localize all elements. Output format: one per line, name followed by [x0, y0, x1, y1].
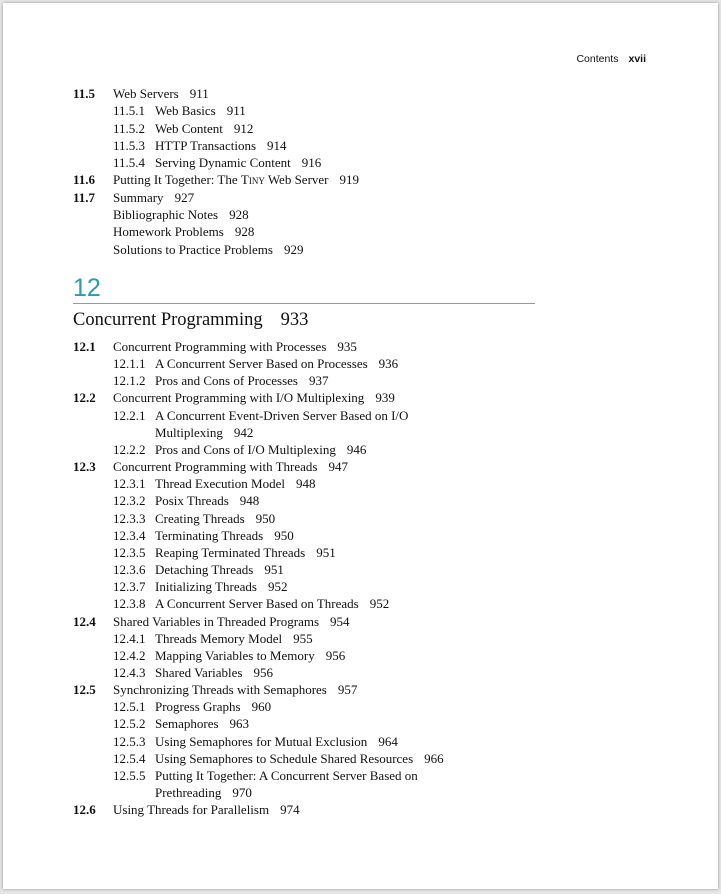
toc-entry-sub — [73, 137, 359, 154]
toc-entry-sec — [73, 85, 359, 102]
subsection-number: 11.5.1 — [113, 103, 146, 119]
subsection-number: 11.5.2 — [113, 120, 146, 136]
page-ref: 928 — [229, 207, 249, 223]
section-number: 11.7 — [73, 189, 96, 205]
subsection-title: Putting It Together: A Concurrent Server Based on — [155, 767, 418, 783]
section-title-text: Using Threads for Parallelism — [113, 802, 270, 818]
subsection-title: Detaching Threads — [155, 562, 254, 578]
toc-section-chapter-12 — [73, 338, 444, 818]
toc-section-chapter-11 — [73, 85, 359, 258]
chapter-number: 12 — [73, 274, 101, 302]
subsection-title-cont: Multiplexing — [155, 424, 223, 440]
page-ref: 937 — [309, 373, 329, 389]
page-ref: 947 — [328, 459, 348, 475]
subsection-number: 12.5.5 — [113, 767, 146, 783]
section-title — [73, 682, 357, 697]
section-number: 12.2 — [73, 390, 96, 406]
page-ref: 935 — [337, 339, 357, 354]
subsection-title: A Concurrent Event-Driven Server Based on I/O — [155, 407, 409, 423]
section-title-text: Web Server — [264, 172, 329, 188]
chapter-rule — [73, 303, 535, 304]
page-ref: 970 — [232, 785, 252, 801]
toc-entry-sec — [73, 613, 444, 630]
section-title — [73, 614, 350, 629]
subsection-title: Serving Dynamic Content — [155, 155, 291, 171]
page-ref: 951 — [316, 544, 336, 560]
subsection-title: Semaphores — [155, 716, 219, 732]
chapter-page: 933 — [280, 310, 309, 330]
page-ref: 952 — [267, 579, 288, 595]
page-ref: 960 — [251, 699, 272, 715]
page-ref: 948 — [239, 493, 260, 509]
toc-entry-sec — [73, 681, 444, 698]
subsection-title: Web Content — [155, 120, 223, 136]
subsection-number: 12.3.6 — [113, 562, 146, 578]
section-title-text: Concurrent Programming with Processes — [113, 339, 327, 354]
section-title-text: Shared Variables in Threaded Programs — [113, 613, 320, 629]
toc-entry-sub — [73, 510, 444, 527]
subsection-title: Creating Threads — [155, 510, 245, 526]
subsection-number: 12.5.1 — [113, 699, 146, 715]
subsection-number: 12.1.2 — [113, 373, 146, 389]
toc-entry-sub — [73, 441, 444, 458]
section-title — [73, 390, 395, 405]
section-title-text: Summary — [113, 189, 164, 205]
page-ref: 963 — [229, 716, 250, 732]
page-ref: 951 — [264, 562, 284, 578]
subsection-number: 12.3.7 — [113, 579, 146, 595]
page-ref: 952 — [369, 596, 390, 612]
page-ref: 936 — [378, 356, 399, 372]
section-number: 12.1 — [73, 339, 96, 354]
subsection-number: 12.5.3 — [113, 733, 146, 749]
subsection-number: 12.4.1 — [113, 630, 146, 646]
subsection-number: 12.5.2 — [113, 716, 146, 732]
toc-entry-sub — [73, 733, 444, 750]
section-number: 11.5 — [73, 86, 96, 101]
subsection-title: Mapping Variables to Memory — [155, 647, 315, 663]
toc-entry-sub — [73, 154, 359, 171]
page-ref: 927 — [174, 189, 195, 205]
page-ref: 948 — [295, 476, 316, 492]
subsection-number: 12.3.4 — [113, 527, 146, 543]
subsection-title: A Concurrent Server Based on Processes — [155, 356, 368, 372]
page-ref: 916 — [301, 155, 322, 171]
page-ref: 956 — [325, 647, 346, 663]
subsection-title: Posix Threads — [155, 493, 229, 509]
page-ref: 911 — [189, 86, 209, 101]
toc-entry-sec — [73, 189, 359, 206]
page-ref: 946 — [346, 441, 367, 457]
toc-entry-sub — [73, 595, 444, 612]
subsection-number: 12.4.2 — [113, 647, 146, 663]
subsection-title: A Concurrent Server Based on Threads — [155, 596, 359, 612]
subsection-title: Web Basics — [155, 103, 216, 119]
page-ref: 964 — [378, 733, 398, 749]
small-caps-name: Tiny — [240, 172, 265, 188]
section-title-text: Synchronizing Threads with Semaphores — [113, 682, 327, 698]
subsection-title: Using Semaphores to Schedule Shared Resources — [155, 750, 414, 766]
section-title — [73, 459, 348, 474]
toc-entry-continuation — [73, 424, 444, 441]
subsection-number: 12.4.3 — [113, 664, 146, 680]
toc-entry-sub — [73, 630, 444, 647]
toc-entry-sub — [73, 750, 444, 767]
toc-entry-sub — [73, 647, 444, 664]
subsection-title: Pros and Cons of Processes — [155, 373, 298, 389]
subsection-title-cont: Prethreading — [155, 785, 222, 801]
page-ref: 912 — [233, 120, 254, 136]
section-number: 12.6 — [73, 802, 96, 818]
running-head — [576, 53, 646, 65]
section-title-text: Web Servers — [113, 86, 179, 101]
document-page — [3, 3, 718, 889]
page-ref: 919 — [339, 172, 360, 188]
subsection-number: 12.2.2 — [113, 441, 146, 457]
toc-entry-sub — [73, 407, 444, 424]
chapter-heading — [73, 308, 308, 332]
subsection-number: 12.3.5 — [113, 544, 146, 560]
entry-title: Homework Problems — [113, 224, 224, 240]
section-title-text: Putting It Together: The — [113, 172, 241, 188]
subsection-number: 12.5.4 — [113, 750, 146, 766]
section-number: 11.6 — [73, 172, 96, 188]
page-ref: 929 — [283, 241, 304, 257]
page-ref: 957 — [337, 682, 358, 698]
subsection-number: 12.3.1 — [113, 476, 146, 492]
section-number: 12.4 — [73, 613, 96, 629]
section-title — [73, 802, 300, 817]
page-ref: 955 — [293, 630, 313, 646]
toc-entry-sub — [73, 578, 444, 595]
entry-title: Bibliographic Notes — [113, 207, 219, 223]
toc-entry-sub — [73, 120, 359, 137]
section-number: 12.3 — [73, 459, 96, 475]
subsection-title: Pros and Cons of I/O Multiplexing — [155, 441, 336, 457]
toc-entry-sub — [73, 475, 444, 492]
running-head-label: Contents — [576, 53, 619, 65]
toc-entry-plain — [73, 241, 359, 258]
toc-entry-sec — [73, 458, 444, 475]
subsection-number: 11.5.3 — [113, 137, 146, 153]
subsection-number: 12.2.1 — [113, 407, 146, 423]
toc-entry-sec — [73, 389, 444, 406]
subsection-title: Reaping Terminated Threads — [155, 544, 306, 560]
toc-entry-sub — [73, 492, 444, 509]
section-title-text: Concurrent Programming with I/O Multiplexing — [113, 390, 365, 406]
subsection-number: 12.3.8 — [113, 596, 146, 612]
section-number: 12.5 — [73, 682, 96, 698]
toc-entry-plain — [73, 206, 359, 223]
subsection-title: Using Semaphores for Mutual Exclusion — [155, 733, 368, 749]
page-ref: 954 — [330, 613, 350, 629]
toc-entry-sub — [73, 355, 444, 372]
page-ref: 974 — [280, 802, 300, 818]
subsection-title: Shared Variables — [155, 664, 243, 680]
page-number: xvii — [628, 53, 646, 65]
page-ref: 928 — [234, 224, 255, 240]
page-ref: 950 — [274, 527, 294, 543]
toc-entry-sub — [73, 561, 444, 578]
section-title — [73, 172, 359, 187]
page-ref: 914 — [267, 137, 287, 153]
toc-entry-sub — [73, 664, 444, 681]
subsection-title: Terminating Threads — [155, 527, 264, 543]
subsection-number: 12.3.3 — [113, 510, 146, 526]
page-ref: 942 — [233, 424, 254, 440]
subsection-title: HTTP Transactions — [155, 137, 256, 153]
section-title-text: Concurrent Programming with Threads — [113, 459, 318, 475]
toc-entry-sec — [73, 801, 444, 818]
chapter-title: Concurrent Programming — [73, 310, 263, 330]
toc-entry-continuation — [73, 784, 444, 801]
page-ref: 939 — [375, 390, 395, 406]
page-ref: 956 — [253, 664, 273, 680]
subsection-title: Threads Memory Model — [155, 630, 283, 646]
toc-entry-sub — [73, 767, 444, 784]
toc-entry-sec — [73, 171, 359, 188]
subsection-title: Thread Execution Model — [155, 476, 285, 492]
subsection-title: Initializing Threads — [155, 579, 257, 595]
toc-entry-sub — [73, 372, 444, 389]
toc-entry-sub — [73, 698, 444, 715]
page-ref: 966 — [424, 750, 444, 766]
section-title — [73, 339, 357, 354]
subsection-number: 11.5.4 — [113, 155, 146, 171]
subsection-number: 12.3.2 — [113, 493, 146, 509]
toc-entry-sec — [73, 338, 444, 355]
toc-entry-sub — [73, 102, 359, 119]
toc-entry-plain — [73, 223, 359, 240]
page-ref: 950 — [255, 510, 276, 526]
toc-entry-sub — [73, 527, 444, 544]
subsection-title: Progress Graphs — [155, 699, 241, 715]
entry-title: Solutions to Practice Problems — [113, 241, 273, 257]
subsection-number: 12.1.1 — [113, 356, 146, 372]
toc-entry-sub — [73, 715, 444, 732]
toc-entry-sub — [73, 544, 444, 561]
page-ref: 911 — [226, 103, 246, 119]
